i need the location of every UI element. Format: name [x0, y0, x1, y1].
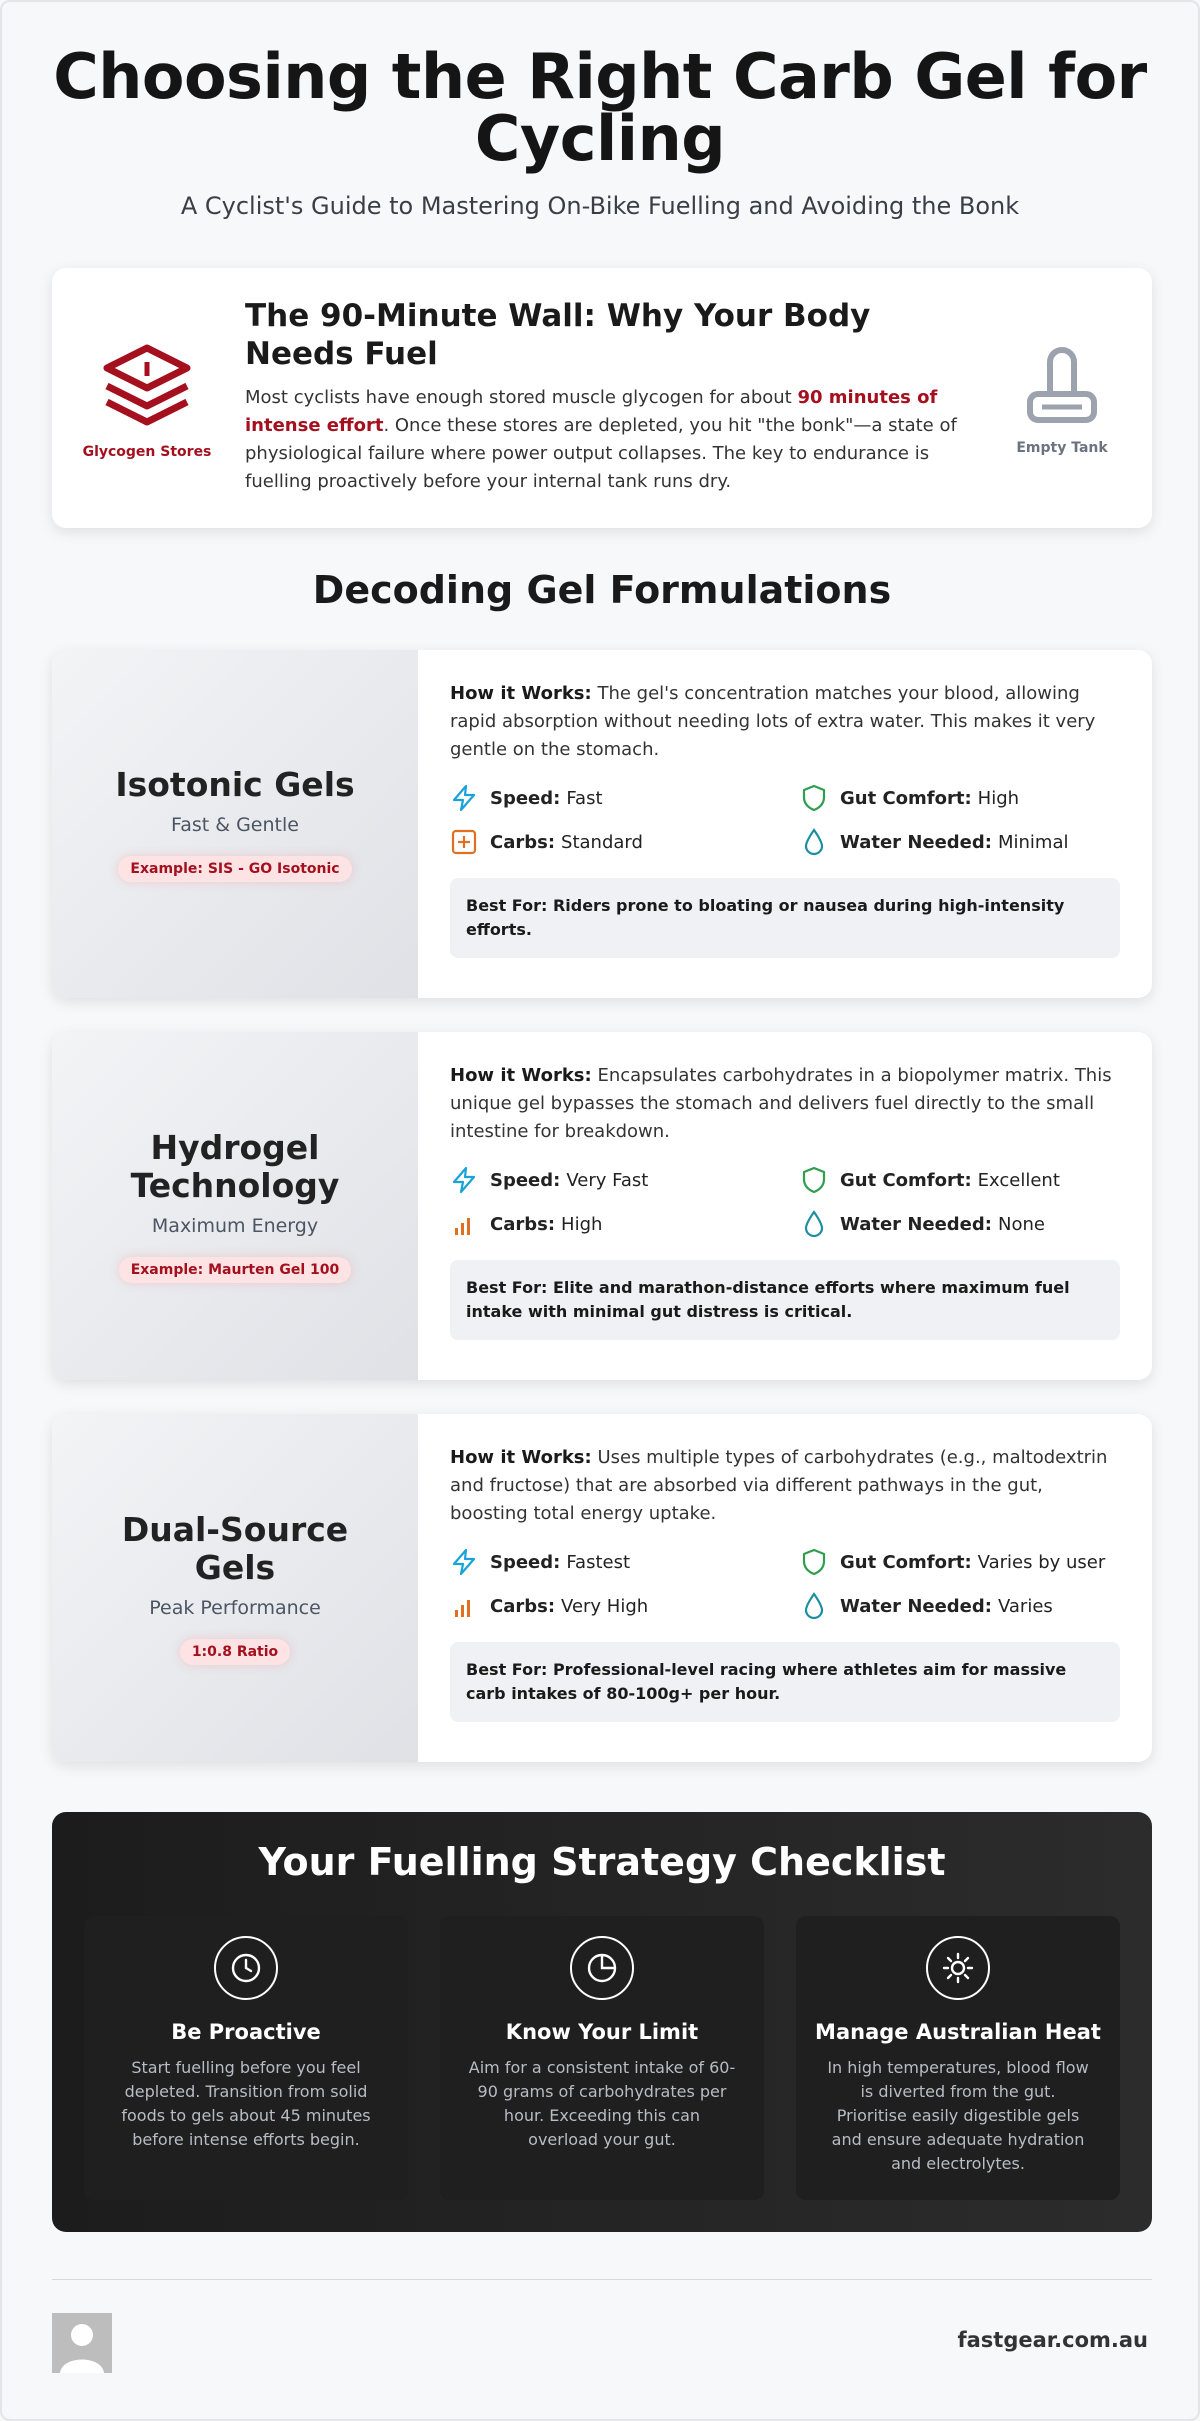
carbs-value: Very High [561, 1595, 649, 1617]
water-value: Minimal [997, 831, 1069, 853]
gel-side-panel [52, 650, 418, 998]
water-label: Water Needed: [840, 1595, 992, 1617]
gel-how-it-works [450, 1444, 1120, 1528]
water-value: None [997, 1213, 1045, 1235]
water-drop-icon [800, 828, 828, 856]
gel-card-hydrogel [52, 1032, 1152, 1380]
avatar [52, 2313, 112, 2373]
checklist-card [440, 1916, 764, 2200]
water-drop-icon [800, 1210, 828, 1238]
best-text: Elite and marathon-distance efforts where maximum fuel intake with minimal gut distress is critical. [466, 1278, 1070, 1321]
speed-value: Fast [566, 787, 603, 809]
empty-tank-caption: Empty Tank [1016, 440, 1108, 456]
intro-highlight: 90 minutes of intense effort [245, 386, 938, 436]
gut-value: High [977, 787, 1020, 809]
speed-label: Speed: [490, 787, 561, 809]
best-text: Riders prone to bloating or nausea during high-intensity efforts. [466, 896, 1065, 939]
gel-stats [450, 784, 1120, 856]
empty-tank-icon [1024, 344, 1100, 428]
page-subtitle: A Cyclist's Guide to Mastering On-Bike Fuelling and Avoiding the Bonk [180, 192, 1020, 220]
stat-speed [450, 1548, 800, 1576]
gel-stats [450, 1548, 1120, 1620]
hero-header [2, 2, 1198, 220]
gel-ratio-pill: 1:0.8 Ratio [180, 1639, 290, 1665]
carbs-label: Carbs: [490, 1595, 556, 1617]
gel-side-panel [52, 1032, 418, 1380]
checklist-panel [52, 1812, 1152, 2232]
bar-chart-icon [450, 1210, 478, 1238]
water-drop-icon [800, 1592, 828, 1620]
stat-gut [800, 1548, 1120, 1576]
gel-card-dual-source [52, 1414, 1152, 1762]
stat-water [800, 1592, 1120, 1620]
gel-example-pill: Example: SIS - GO Isotonic [118, 856, 351, 882]
speed-value: Very Fast [566, 1169, 649, 1191]
gel-tagline: Maximum Energy [151, 1214, 319, 1237]
plus-box-icon [450, 828, 478, 856]
gel-how-it-works [450, 680, 1120, 764]
intro-text-start: Most cyclists have enough stored muscle glycogen for about [245, 386, 798, 408]
glycogen-caption: Glycogen Stores [82, 444, 212, 460]
gut-label: Gut Comfort: [840, 1169, 972, 1191]
gel-details [450, 1062, 1120, 1340]
formulations-title: Decoding Gel Formulations [312, 568, 892, 612]
card-title: Know Your Limit [505, 2020, 699, 2044]
intro-paragraph [245, 384, 975, 496]
gel-details [450, 680, 1120, 958]
card-text: Aim for a consistent intake of 60-90 grams of carbohydrates per hour. Exceeding this can overload your gut. [468, 2058, 736, 2149]
footer-brand[interactable]: fastgear.com.au [957, 2328, 1148, 2352]
checklist-card [84, 1916, 408, 2200]
how-label: How it Works: [450, 683, 592, 704]
bar-chart-icon [450, 1592, 478, 1620]
lightning-icon [450, 1548, 478, 1576]
intro-text-end: . Once these stores are depleted, you hit "the bonk"—a state of physiological failure where power output collapses. The key to endurance is fuelling proactively before your internal tank runs dry. [245, 414, 957, 492]
best-for-box [450, 1260, 1120, 1340]
stat-speed [450, 1166, 800, 1194]
shield-icon [800, 784, 828, 812]
gut-value: Excellent [977, 1169, 1060, 1191]
lightning-icon [450, 1166, 478, 1194]
gel-how-it-works [450, 1062, 1120, 1146]
sun-icon [926, 1936, 990, 2000]
card-text: In high temperatures, blood flow is diverted from the gut. Prioritise easily digestible gels and ensure adequate hydration and electrolytes. [827, 2058, 1089, 2173]
stat-gut [800, 784, 1120, 812]
how-label: How it Works: [450, 1065, 592, 1086]
gut-label: Gut Comfort: [840, 787, 972, 809]
stat-speed [450, 784, 800, 812]
stat-gut [800, 1166, 1120, 1194]
glycogen-stores-badge [82, 340, 212, 460]
gel-tagline: Fast & Gentle [171, 813, 299, 836]
stat-carbs [450, 1592, 800, 1620]
card-text: Start fuelling before you feel depleted. Transition from solid foods to gels about 45 minutes before intense efforts begin. [121, 2058, 371, 2149]
carbs-value: Standard [561, 831, 643, 853]
gel-name: Isotonic Gels [115, 765, 355, 805]
best-for-box [450, 878, 1120, 958]
gel-details [450, 1444, 1120, 1722]
card-title: Be Proactive [171, 2020, 321, 2044]
how-text: Encapsulates carbohydrates in a biopolymer matrix. This unique gel bypasses the stomach and delivers fuel directly to the small intestine for breakdown. [450, 1065, 1112, 1142]
gel-stats [450, 1166, 1120, 1238]
how-label: How it Works: [450, 1447, 592, 1468]
intro-heading: The 90-Minute Wall: Why Your Body Needs Fuel [245, 298, 871, 372]
shield-icon [800, 1548, 828, 1576]
water-value: Varies [997, 1595, 1053, 1617]
speed-label: Speed: [490, 1551, 561, 1573]
speed-value: Fastest [566, 1551, 631, 1573]
page-title: Choosing the Right Carb Gel for Cycling [53, 40, 1147, 175]
stacked-layers-icon [101, 340, 193, 432]
intro-card [52, 268, 1152, 528]
footer-divider [52, 2279, 1152, 2280]
pie-chart-icon [570, 1936, 634, 2000]
water-label: Water Needed: [840, 831, 992, 853]
card-title: Manage Australian Heat [815, 2020, 1101, 2044]
shield-icon [800, 1166, 828, 1194]
carbs-label: Carbs: [490, 831, 556, 853]
how-text: Uses multiple types of carbohydrates (e.g., maltodextrin and fructose) that are absorbed via different pathways in the gut, boosting total energy uptake. [450, 1447, 1108, 1524]
carbs-value: High [561, 1213, 603, 1235]
water-label: Water Needed: [840, 1213, 992, 1235]
clock-icon [214, 1936, 278, 2000]
gut-value: Varies by user [977, 1551, 1106, 1573]
best-label: Best For: [466, 896, 548, 915]
gel-tagline: Peak Performance [149, 1596, 321, 1619]
gel-name: Dual-Source Gels [121, 1510, 349, 1587]
best-text: Professional-level racing where athletes aim for massive carb intakes of 80-100g+ per hour. [466, 1660, 1067, 1703]
best-label: Best For: [466, 1278, 548, 1297]
gut-label: Gut Comfort: [840, 1551, 972, 1573]
gel-side-panel [52, 1414, 418, 1762]
gel-card-isotonic [52, 650, 1152, 998]
intro-body [245, 298, 975, 496]
gel-example-pill: Example: Maurten Gel 100 [119, 1257, 352, 1283]
best-for-box [450, 1642, 1120, 1722]
speed-label: Speed: [490, 1169, 561, 1191]
lightning-icon [450, 784, 478, 812]
stat-water [800, 1210, 1120, 1238]
checklist-card [796, 1916, 1120, 2200]
checklist-cards [84, 1916, 1120, 2200]
best-label: Best For: [466, 1660, 548, 1679]
how-text: The gel's concentration matches your blood, allowing rapid absorption without needing lots of extra water. This makes it very gentle on the stomach. [450, 683, 1096, 760]
checklist-title: Your Fuelling Strategy Checklist [258, 1840, 946, 1884]
gel-name: Hydrogel Technology [130, 1128, 340, 1205]
empty-tank-badge [1012, 344, 1112, 456]
stat-water [800, 828, 1120, 856]
carbs-label: Carbs: [490, 1213, 556, 1235]
stat-carbs [450, 828, 800, 856]
stat-carbs [450, 1210, 800, 1238]
